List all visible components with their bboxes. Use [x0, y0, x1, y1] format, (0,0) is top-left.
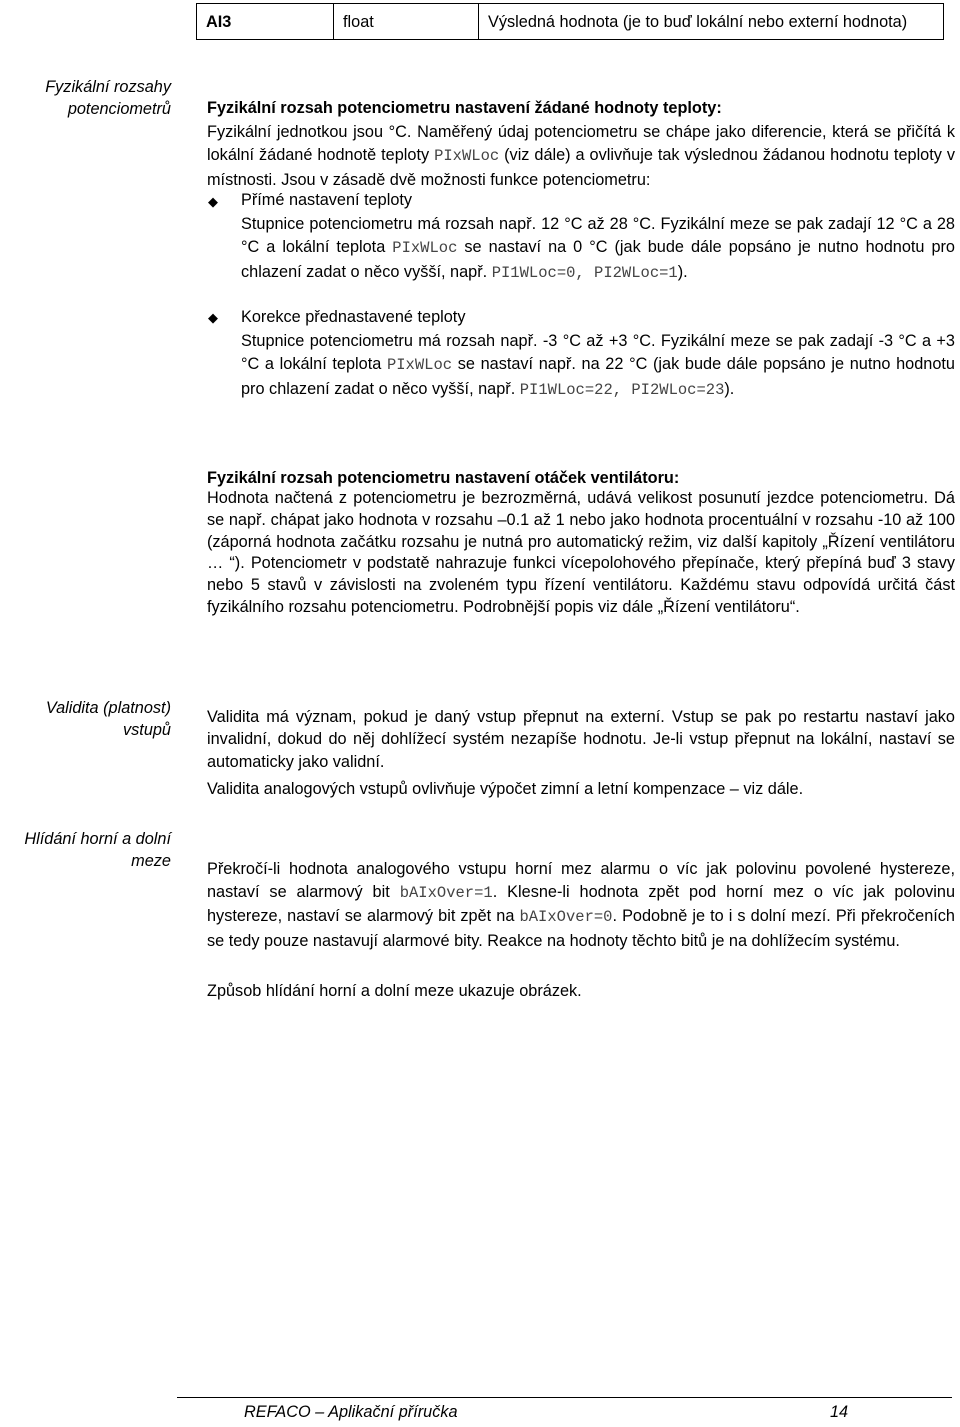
temp-section-heading: [207, 97, 955, 119]
footer-title: REFACO – Aplikační příručka: [244, 1403, 458, 1421]
side-label-line: vstupů: [123, 721, 171, 739]
side-label-validity: [0, 697, 171, 741]
text-run: . Podobně je to i s dolní mezí. Při překročeních se tedy pouze nastavují alarmové bity. Reakce na hodnoty těchto bitů je na dohlížecím systému.: [207, 907, 955, 950]
variable-id: AI3: [197, 4, 334, 40]
page-number: 14: [830, 1403, 849, 1421]
table-row: [197, 4, 944, 40]
temp-section-intro: [207, 121, 955, 192]
section-heading: Fyzikální rozsah potenciometru nastavení otáček ventilátoru:: [207, 469, 680, 487]
side-label-line: Validita (platnost): [45, 699, 171, 717]
text-run: ).: [677, 262, 688, 281]
limits-note: Způsob hlídání horní a dolní meze ukazuje obrázek.: [207, 982, 582, 1000]
code-term: PI1WLoc=0, PI2WLoc=1: [491, 263, 678, 282]
text-run: Překročí-li hodnota analogového vstupu horní mez alarmu o víc jak polovinu povolené hystereze, nastaví se alarmový bit: [207, 860, 955, 902]
fan-section-heading: [207, 467, 955, 489]
side-label-line: potenciometrů: [67, 100, 171, 118]
validity-text: Validita má význam, pokud je daný vstup přepnut na externí. Vstup se pak po restartu nastaví jako invalidní, dokud do něj dohlížecí systém nezapíše hodnotu. Je-li vstup přepnut na lokální, nastaví se automaticky jako validní.: [207, 708, 955, 771]
limits-text: [207, 858, 955, 953]
validity-note: Validita analogových vstupů ovlivňuje výpočet zimní a letní kompenzace – viz dále.: [207, 780, 804, 798]
variable-description: Výsledná hodnota (je to buď lokální nebo externí hodnota): [479, 4, 944, 40]
bullet-title: Korekce přednastavené teploty: [241, 308, 466, 326]
side-label-ranges: [0, 76, 171, 120]
section-heading: Fyzikální rozsah potenciometru nastavení žádané hodnoty teploty:: [207, 99, 722, 117]
diamond-bullet-icon: ◆: [208, 310, 218, 325]
bullet-correction: [241, 306, 955, 402]
variable-type: float: [334, 4, 479, 40]
code-term: bAIxOver=0: [519, 908, 613, 927]
code-term: PIxWLoc: [434, 147, 500, 166]
code-term: PIxWLoc: [386, 356, 453, 375]
code-term: PI1WLoc=22, PI2WLoc=23: [519, 380, 725, 399]
bullet-title: Přímé nastavení teploty: [241, 191, 413, 209]
text-run: (viz dále) a ovlivňuje tak výslednou žádanou hodnotu teploty v místnosti. Jsou v zásadě dvě možnosti funkce potenciometru:: [207, 146, 955, 189]
bullet-direct-setting: [241, 189, 955, 285]
text-run: Fyzikální jednotkou jsou °C. Naměřený údaj potenciometru se chápe jako diferencie, která se přičítá k lokální žádané hodnotě teploty: [207, 123, 955, 165]
side-label-line: meze: [131, 852, 171, 870]
footer-divider: [177, 1397, 952, 1398]
diamond-bullet-icon: ◆: [208, 194, 218, 209]
side-label-limits: [0, 828, 171, 872]
fan-section-text: Hodnota načtená z potenciometru je bezrozměrná, udává velikost posunutí jezdce potenciometru. Dá se např. chápat jako hodnota v rozsahu –0.1 až 1 nebo jako hodnota procentuální v rozsahu -10 až 100 (záporná hodnota začátku rozsahu je nutná pro automatický režim, viz další kapitoly „Řízení ventilátoru … “). Potenciometr v podstatě nahrazuje funkci vícepolohového přepínače, který přepíná buď 3 stavy nebo 5 stavů v závislosti na zvoleném typu řízení ventilátoru. Každému stavu odpovídá určitá část fyzikálního rozsahu potenciometru. Podrobnější popis viz dále „Řízení ventilátoru“.: [207, 489, 955, 616]
text-run: se nastaví na 0 °C (jak bude dále popsáno je nutno hodnotu pro chlazení zadat o něco vyšší, např.: [241, 238, 955, 281]
side-label-line: Hlídání horní a dolní: [24, 830, 171, 848]
code-term: bAIxOver=1: [399, 884, 493, 903]
text-run: se nastaví např. na 22 °C (jak bude dále popsáno je nutno hodnotu pro chlazení zadat o něco vyšší, např.: [241, 355, 955, 398]
text-run: Stupnice potenciometru má rozsah např. -3 °C až +3 °C. Fyzikální meze se pak zadají -3 °C a +3 °C a lokální teplota: [241, 331, 955, 374]
code-term: PIxWLoc: [392, 239, 458, 258]
text-run: ).: [724, 379, 735, 398]
side-label-line: Fyzikální rozsahy: [45, 78, 171, 96]
text-run: Stupnice potenciometru má rozsah např. 12 °C až 28 °C. Fyzikální meze se pak zadají 12 °C a 28 °C a lokální teplota: [241, 214, 955, 257]
variable-table: [196, 3, 944, 40]
text-run: . Klesne-li hodnota zpět pod horní mez o víc jak polovinu hystereze, nastaví se alarmový bit zpět na: [207, 883, 955, 926]
